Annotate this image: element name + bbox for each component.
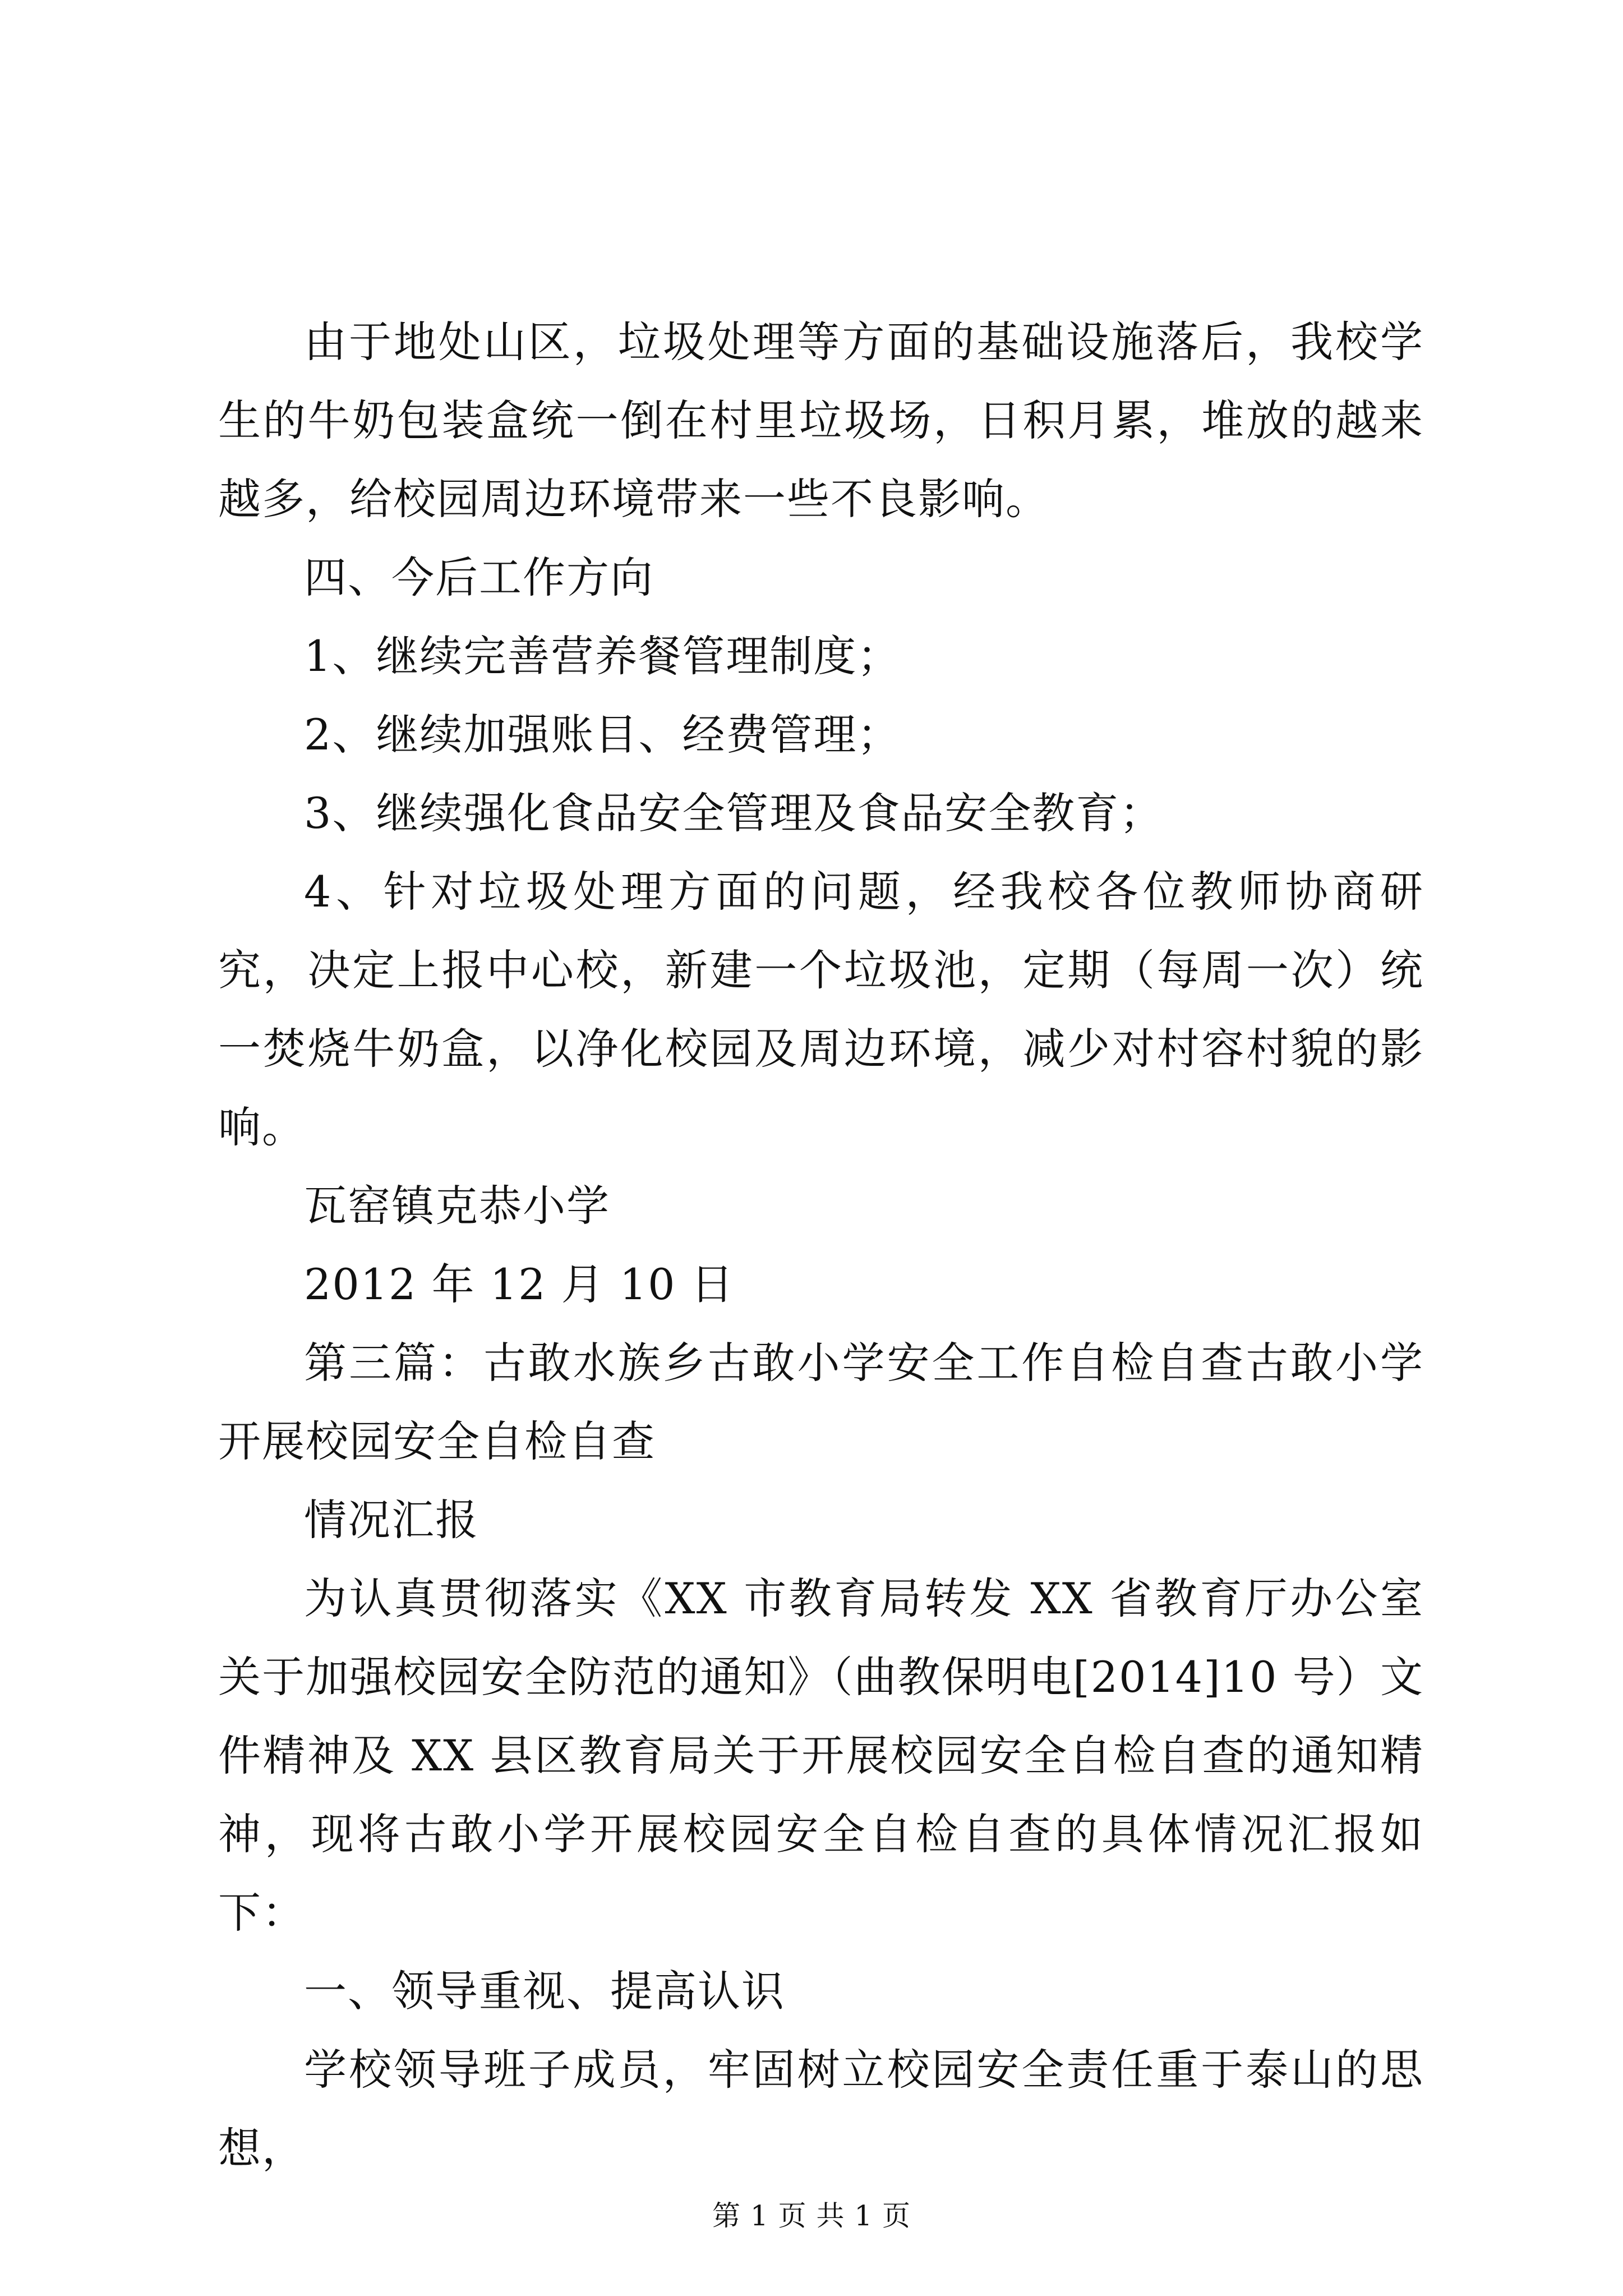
list-item-2: 2、继续加强账目、经费管理； xyxy=(304,710,901,760)
document-body xyxy=(218,303,1424,2188)
paragraph-intro: 为认真贯彻落实《XX 市教育局转发 XX 省教育厅办公室关于加强校园安全防范的通知》（曲教保明电[2014]10 号）文件精神及 XX 县区教育局关于开展校园安全自检自查的通知精神，现将古敢小学开展校园安全自检自查的具体情况汇报如下： xyxy=(218,1573,1424,1938)
list-item-4: 4、针对垃圾处理方面的问题，经我校各位教师协商研究，决定上报中心校，新建一个垃圾池，定期（每周一次）统一焚烧牛奶盒，以净化校园及周边环境，减少对村容村貌的影响。 xyxy=(218,867,1424,1152)
heading-future-work: 四、今后工作方向 xyxy=(304,553,654,602)
paragraph-leadership: 学校领导班子成员，牢固树立校园安全责任重于泰山的思想， xyxy=(218,2045,1424,2173)
paragraph-garbage-issue: 由于地处山区，垃圾处理等方面的基础设施落后，我校学生的牛奶包装盒统一倒在村里垃圾场，日积月累，堆放的越来越多，给校园周边环境带来一些不良影响。 xyxy=(218,317,1424,524)
page-footer: 第 1 页 共 1 页 xyxy=(712,2200,911,2232)
heading-leadership: 一、领导重视、提高认识 xyxy=(304,1966,785,2016)
list-item-1: 1、继续完善营养餐管理制度； xyxy=(304,631,901,681)
section-title: 第三篇：古敢水族乡古敢小学安全工作自检自查古敢小学开展校园安全自检自查 xyxy=(218,1338,1424,1466)
signature-date: 2012 年 12 月 10 日 xyxy=(304,1259,735,1309)
list-item-3: 3、继续强化食品安全管理及食品安全教育； xyxy=(304,788,1164,838)
section-subtitle: 情况汇报 xyxy=(304,1495,479,1545)
signature-school: 瓦窑镇克恭小学 xyxy=(304,1181,610,1231)
